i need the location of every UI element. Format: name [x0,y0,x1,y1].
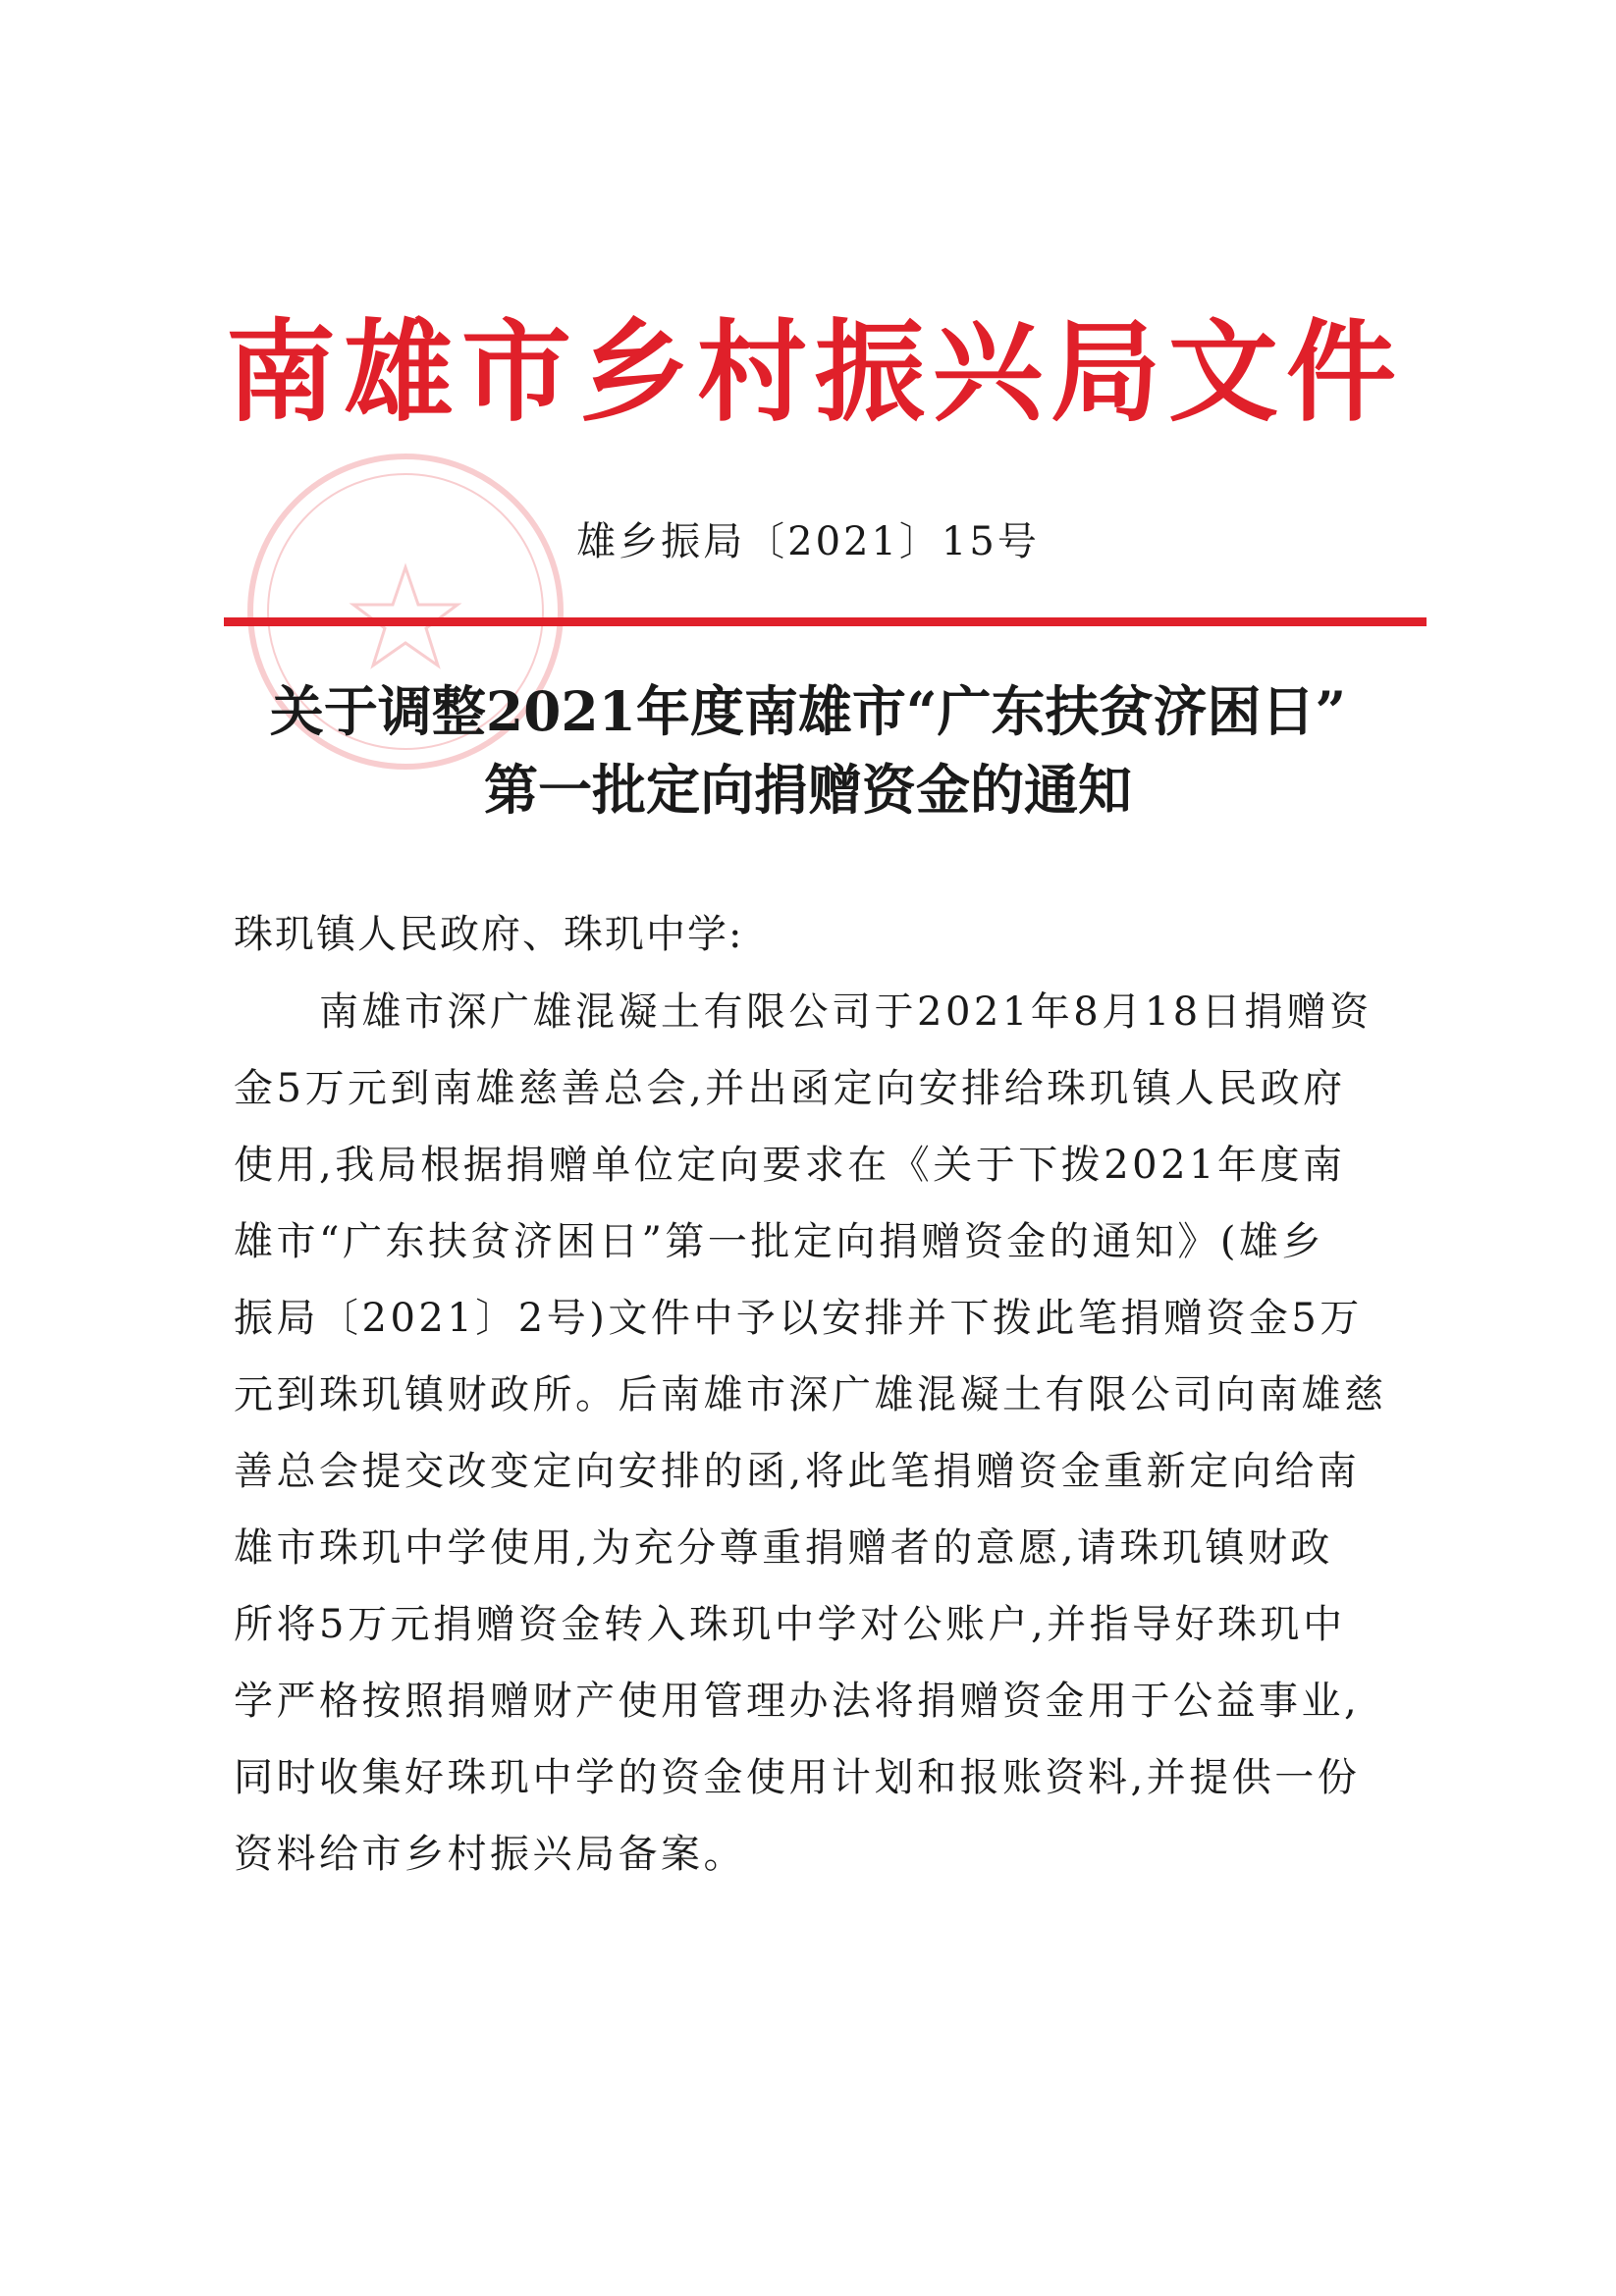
body-line: 使用,我局根据捐赠单位定向要求在《关于下拨2021年度南 [234,1143,1346,1188]
body-line: 金5万元到南雄慈善总会,并出函定向安排给珠玑镇人民政府 [234,1066,1346,1111]
notice-subject [0,672,1616,829]
body-line: 所将5万元捐赠资金转入珠玑中学对公账户,并指导好珠玑中 [234,1602,1346,1647]
subject-line-1: 关于调整2021年度南雄市“广东扶贫济困日” [269,679,1347,743]
body-line: 振局〔2021〕2号)文件中予以安排并下拨此笔捐赠资金5万 [234,1296,1363,1341]
body-line: 同时收集好珠玑中学的资金使用计划和报账资料,并提供一份 [234,1755,1361,1800]
document-number: 雄乡振局〔2021〕15号 [576,519,1040,564]
body-line: 善总会提交改变定向安排的函,将此笔捐赠资金重新定向给南 [234,1449,1361,1494]
salutation: 珠玑镇人民政府、珠玑中学: [234,912,744,957]
body-line: 学严格按照捐赠财产使用管理办法将捐赠资金用于公益事业, [234,1679,1361,1724]
document-header-title: 南雄市乡村振兴局文件 [226,308,1404,437]
notice-body [234,974,1390,1893]
body-line: 南雄市深广雄混凝土有限公司于2021年8月18日捐赠资 [234,989,1373,1035]
body-line: 雄市“广东扶贫济困日”第一批定向捐赠资金的通知》(雄乡 [234,1219,1325,1264]
subject-line-2: 第一批定向捐赠资金的通知 [483,758,1132,822]
header-divider [224,617,1427,626]
body-line: 资料给市乡村振兴局备案。 [234,1832,746,1877]
body-line: 雄市珠玑中学使用,为充分尊重捐赠者的意愿,请珠玑镇财政 [234,1525,1333,1571]
body-line: 元到珠玑镇财政所。后南雄市深广雄混凝土有限公司向南雄慈 [234,1372,1387,1417]
